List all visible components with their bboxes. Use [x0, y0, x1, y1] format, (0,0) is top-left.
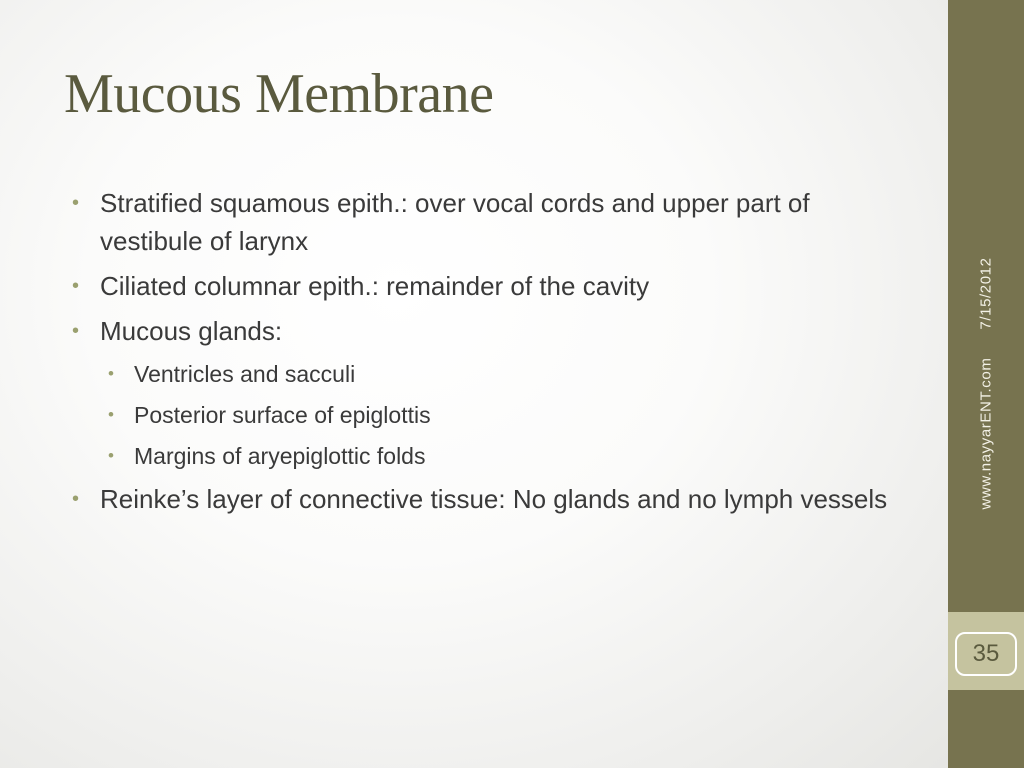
bullet-marker: • — [108, 405, 114, 424]
bullet-marker: • — [72, 320, 80, 342]
bullet-item — [72, 184, 902, 260]
bullet-item — [72, 312, 902, 350]
bullet-marker: • — [108, 446, 114, 465]
bullet-text: Stratified squamous epith.: over vocal cords and upper part of vestibule of larynx — [100, 188, 810, 256]
bullet-list — [72, 184, 902, 525]
bullet-marker: • — [108, 364, 114, 383]
page-number: 35 — [955, 632, 1017, 676]
sub-bullet-item — [108, 357, 902, 391]
sub-bullet-item — [108, 439, 902, 473]
website-footer: www.nayyarENT.com — [977, 357, 995, 510]
bullet-marker: • — [72, 488, 80, 510]
bullet-text: Reinke’s layer of connective tissue: No glands and no lymph vessels — [100, 484, 888, 514]
sub-bullet-item — [108, 398, 902, 432]
sub-bullet-text: Ventricles and sacculi — [134, 361, 356, 387]
sub-bullet-text: Margins of aryepiglottic folds — [134, 443, 426, 469]
bullet-text: Mucous glands: — [100, 316, 283, 346]
bullet-item — [72, 480, 902, 518]
slide-date: 7/15/2012 — [977, 257, 995, 330]
bullet-text: Ciliated columnar epith.: remainder of the cavity — [100, 271, 650, 301]
bullet-marker: • — [72, 275, 80, 297]
bullet-marker: • — [72, 192, 80, 214]
sub-bullet-text: Posterior surface of epiglottis — [134, 402, 431, 428]
bullet-item — [72, 267, 902, 305]
slide-title: Mucous Membrane — [64, 63, 494, 125]
